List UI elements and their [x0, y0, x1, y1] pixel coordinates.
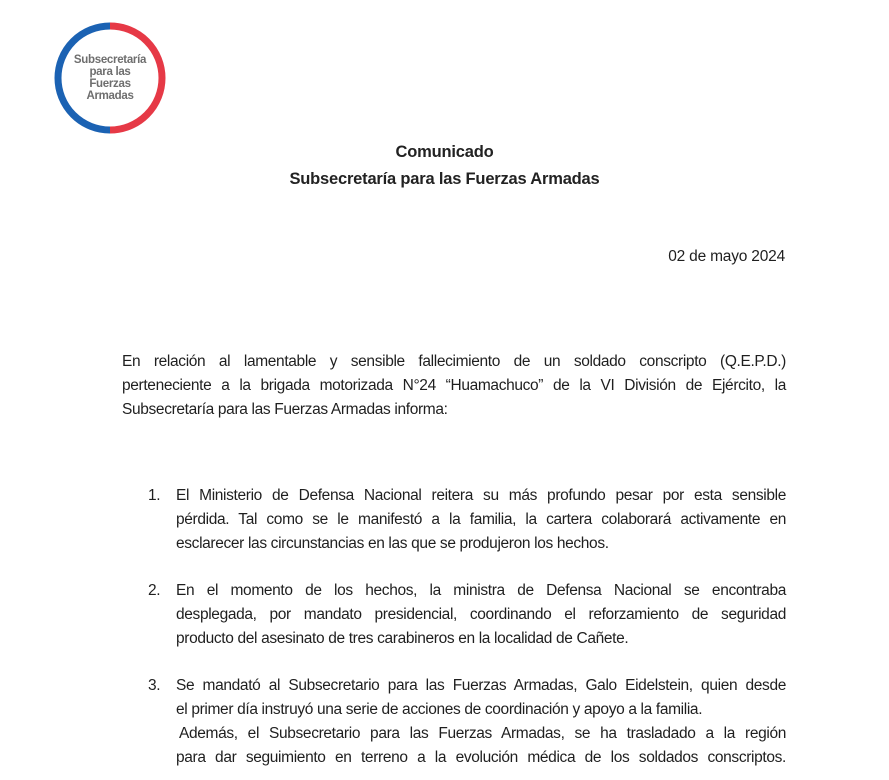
logo-line: Subsecretaría — [73, 54, 147, 66]
list-item-text — [176, 579, 786, 651]
intro-paragraph — [122, 350, 786, 422]
item-line: para dar seguimiento en terreno a la evolución médica de los soldados conscriptos. — [176, 749, 786, 766]
intro-line: perteneciente a la brigada motorizada N°24 “Huamachuco” de la VI División de Ejército, la — [122, 377, 786, 394]
item-line: esclarecer las circunstancias en las que se produjeron los hechos. — [176, 535, 609, 552]
list-item-1 — [148, 484, 786, 556]
item-line: Además, el Subsecretario para las Fuerzas Armadas, se ha trasladado a la región — [179, 725, 786, 742]
item-line: producto del asesinato de tres carabineros en la localidad de Cañete. — [176, 630, 629, 647]
intro-line: En relación al lamentable y sensible fallecimiento de un soldado conscripto (Q.E.P.D.) — [122, 353, 786, 370]
list-item-text — [176, 674, 786, 770]
item-line: En el momento de los hechos, la ministra de Defensa Nacional se encontraba — [176, 582, 786, 599]
item-line: Se mandató al Subsecretario para las Fuerzas Armadas, Galo Eidelstein, quien desde — [176, 677, 786, 694]
list-item-3 — [148, 674, 786, 770]
item-line: desplegada, por mandato presidencial, coordinando el reforzamiento de seguridad — [176, 606, 786, 623]
item-line: el primer día instruyó una serie de acciones de coordinación y apoyo a la familia. — [176, 701, 703, 718]
logo-line: Armadas — [86, 90, 134, 102]
list-item-text — [176, 484, 786, 556]
logo-line: para las — [89, 66, 131, 78]
item-line: El Ministerio de Defensa Nacional reitera su más profundo pesar por esta sensible — [176, 487, 786, 504]
document-date: 02 de mayo 2024 — [668, 248, 785, 265]
list-item-2 — [148, 579, 786, 651]
intro-line: Subsecretaría para las Fuerzas Armadas informa: — [122, 401, 448, 418]
logo-text — [54, 22, 166, 134]
list-number: 2. — [148, 582, 161, 599]
item-line: pérdida. Tal como se le manifestó a la familia, la cartera colaborará activamente en — [176, 511, 786, 528]
document-subtitle: Subsecretaría para las Fuerzas Armadas — [289, 170, 600, 188]
institution-logo — [54, 22, 166, 134]
logo-line: Fuerzas — [89, 78, 131, 90]
list-number: 1. — [148, 487, 161, 504]
document-title: Comunicado — [395, 143, 494, 161]
list-number: 3. — [148, 677, 161, 694]
